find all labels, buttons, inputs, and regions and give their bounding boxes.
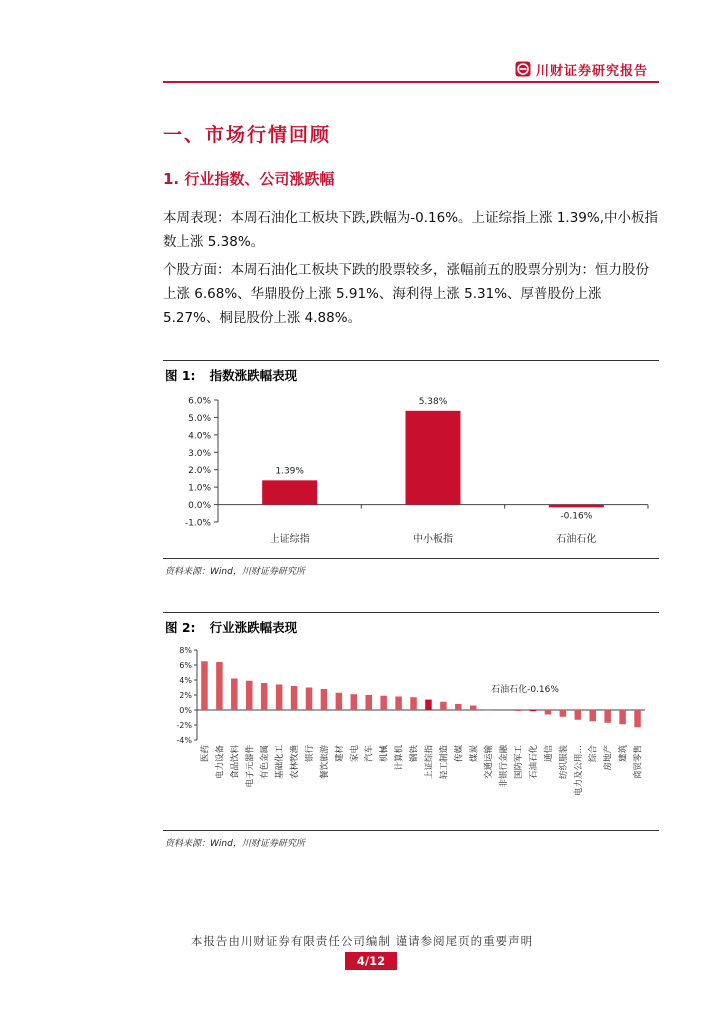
data-label-上证综指: 1.39% [275,466,304,477]
x-tick-label-有色金属: 有色金属 [260,745,271,780]
bar-餐饮旅游 [321,689,328,710]
x-tick-label-食品饮料: 食品饮料 [230,745,241,780]
bar-中小板指 [406,411,461,505]
x-tick-label-石油石化: 石油石化 [556,534,597,545]
y-tick-label: 6.0% [188,396,211,407]
subsection-title: 1. 行业指数、公司涨跌幅 [163,170,335,188]
y-tick-label: 6% [179,661,192,670]
bar-建筑 [619,710,626,724]
x-tick-label-中小板指: 中小板指 [413,534,453,545]
y-tick-label: 0% [179,706,192,715]
bar-交通运输 [485,709,492,710]
x-tick-label-家电: 家电 [349,745,360,763]
bar-石油石化 [549,505,604,508]
bar-房地产 [604,710,611,723]
company-logo-icon [515,61,531,77]
y-tick-label: 2.0% [188,466,211,477]
y-tick-label: 2% [179,691,192,700]
bar-家电 [351,694,358,710]
y-tick-label: 4.0% [188,431,211,442]
figure-2-title: 行业涨跌幅表现 [209,620,298,635]
x-tick-label-机械: 机械 [379,745,390,763]
bar-煤炭 [470,706,477,711]
bar-有色金属 [261,683,268,710]
bar-国防军工 [515,710,522,711]
header-divider [163,81,659,83]
figure-1-title: 指数涨跌幅表现 [209,368,298,383]
y-tick-label: 8% [179,646,192,655]
annotation-petrochemical: 石油石化-0.16% [491,685,559,695]
bar-商贸零售 [634,710,641,727]
figure-1-source: 资料来源：Wind，川财证券研究所 [165,567,305,577]
x-tick-label-医药: 医药 [200,745,211,763]
bar-电力设备 [216,662,223,710]
y-tick-label: 4% [179,676,192,685]
x-tick-label-国防军工: 国防军工 [514,745,525,780]
bar-上证综指 [262,480,317,504]
x-tick-label-非银行金融: 非银行金融 [499,745,510,788]
x-tick-label-汽车: 汽车 [364,745,375,763]
x-tick-label-综合: 综合 [588,745,599,763]
x-tick-label-电力设备: 电力设备 [215,745,226,780]
bar-农林牧渔 [291,686,298,710]
x-tick-label-电子元器件: 电子元器件 [245,745,256,788]
y-tick-label: -1.0% [184,518,211,529]
brand-title: 川财证券研究报告 [536,64,649,79]
data-label-中小板指: 5.38% [418,396,448,407]
x-tick-label-钢铁: 钢铁 [409,745,420,763]
x-tick-label-上证综指: 上证综指 [269,534,310,545]
bar-石油石化 [530,710,537,711]
index-change-chart [163,386,659,572]
figure-1 [163,360,659,580]
y-tick-label: 0.0% [188,501,211,512]
figure-2-source: 资料来源：Wind，川财证券研究所 [165,839,305,849]
bar-传媒 [455,704,462,710]
x-tick-label-计算机: 计算机 [394,745,405,771]
bar-建材 [336,693,343,710]
x-tick-label-传媒: 传媒 [454,745,465,763]
y-tick-label: 1.0% [188,483,211,494]
section-title: 一、市场行情回顾 [163,124,332,146]
x-tick-label-农林牧渔: 农林牧渔 [290,745,301,780]
bar-钢铁 [410,697,417,710]
data-label-石油石化: -0.16% [560,511,593,522]
bar-电子元器件 [246,681,253,710]
x-tick-label-纺织服装: 纺织服装 [558,745,569,780]
paragraph-weekly: 本周表现：本周石油化工板块下跌,跌幅为-0.16%。上证综指上涨 1.39%,中小板指数上涨 5.38%。 [163,210,659,250]
bar-上证综指 [425,700,432,710]
bar-通信 [545,710,552,715]
bar-基础化工 [276,685,283,711]
y-tick-label: 5.0% [188,413,211,424]
x-tick-label-通信: 通信 [543,745,554,763]
figure-2-top-rule [163,612,659,613]
y-tick-label: -4% [176,736,192,745]
bar-机械 [380,696,387,710]
bar-电力及公用… [575,710,582,720]
x-tick-label-银行: 银行 [305,745,315,763]
x-tick-label-电力及公用…: 电力及公用… [573,745,584,797]
x-tick-label-轻工制造: 轻工制造 [439,745,450,780]
figure-2-bottom-rule [163,830,659,831]
x-tick-label-建材: 建材 [334,745,345,763]
figure-2-caption [165,618,297,636]
y-tick-label: -2% [176,721,192,730]
bar-计算机 [395,697,402,711]
figure-2 [163,612,659,852]
industry-change-chart [163,640,659,836]
figure-1-caption [165,366,297,384]
x-tick-label-煤炭: 煤炭 [469,745,480,763]
report-header [163,58,659,82]
figure-2-number: 图 2: [165,620,196,635]
y-tick-label: 3.0% [188,448,211,459]
bar-银行 [306,688,313,711]
bar-汽车 [365,695,372,710]
x-tick-label-建筑: 建筑 [618,745,629,763]
figure-1-number: 图 1: [165,368,196,383]
x-tick-label-餐饮旅游: 餐饮旅游 [319,745,330,780]
bar-纺织服装 [560,710,567,717]
bar-医药 [201,661,208,710]
bar-轻工制造 [440,702,447,710]
page-number: 4/12 [345,952,397,970]
figure-1-bottom-rule [163,558,659,559]
x-tick-label-商贸零售: 商贸零售 [633,745,644,780]
x-tick-label-房地产: 房地产 [603,745,614,771]
x-tick-label-交通运输: 交通运输 [484,745,495,780]
x-tick-label-基础化工: 基础化工 [275,745,286,780]
bar-综合 [589,710,596,721]
footer-disclaimer: 本报告由川财证券有限责任公司编制 谨请参阅尾页的重要声明 [190,934,534,948]
x-tick-label-上证综指: 上证综指 [424,745,435,780]
paragraph-stocks: 个股方面：本周石油化工板块下跌的股票较多，涨幅前五的股票分别为：恒力股份上涨 6.68%、华鼎股份上涨 5.91%、海利得上涨 5.31%、厚普股份上涨 5.27%、桐昆股份上涨 4.88%。 [163,262,649,326]
figure-1-top-rule [163,360,659,361]
bar-食品饮料 [231,679,238,711]
x-tick-label-石油石化: 石油石化 [529,745,539,780]
